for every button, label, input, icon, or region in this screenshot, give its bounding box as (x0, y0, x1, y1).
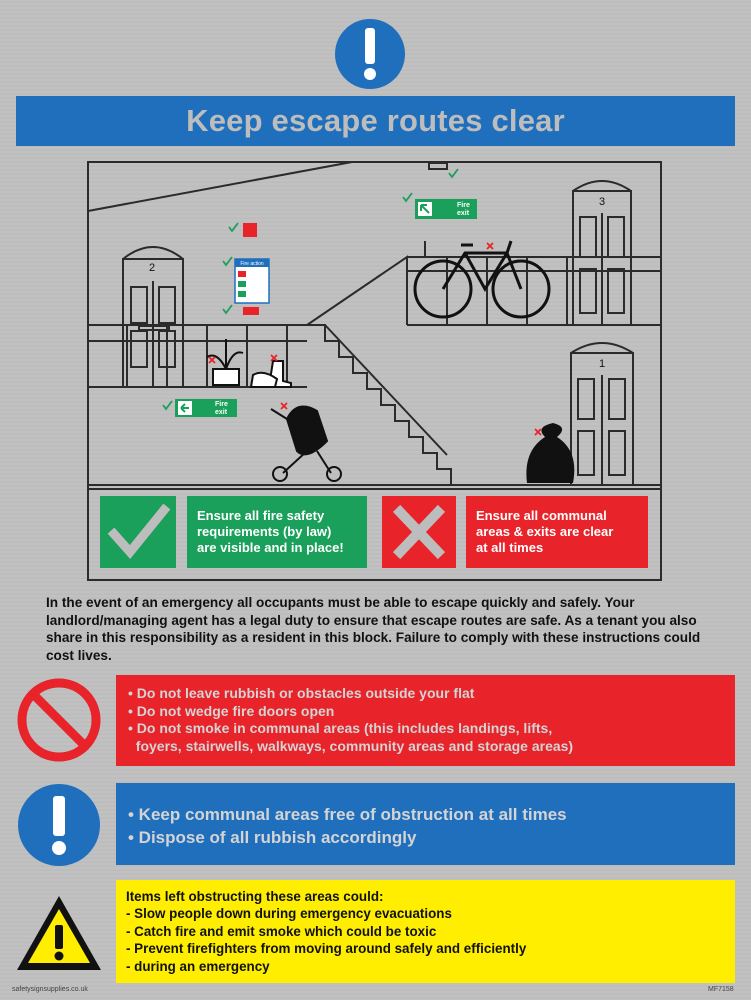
warning-heading: Items left obstructing these areas could: (126, 889, 384, 904)
fire-exit-sign-top (415, 199, 477, 219)
door-number-3: 3 (598, 196, 606, 208)
page-title: Keep escape routes clear (186, 103, 565, 138)
mandatory-item: • Keep communal areas free of obstruction at all times (128, 805, 567, 824)
prohibition-panel (116, 675, 735, 766)
prohibition-item: • Do not wedge fire doors open (128, 702, 335, 719)
prohibition-icon (16, 677, 102, 763)
warning-triangle-icon (14, 893, 104, 973)
exclamation-mandatory-icon (17, 783, 101, 867)
fire-exit-label-left-2: exit (215, 409, 228, 416)
cross-panel-line: at all times (476, 540, 544, 555)
fire-exit-sign-left (175, 399, 237, 417)
exclamation-mandatory-icon (334, 18, 406, 90)
title-banner (16, 96, 735, 146)
door-number-2: 2 (148, 262, 156, 274)
cross-panel (466, 496, 648, 568)
warning-item: - Slow people down during emergency evacuations (126, 906, 452, 922)
check-panel-line: Ensure all fire safety (197, 508, 325, 523)
door-number-1: 1 (598, 358, 606, 370)
warning-item: - Catch fire and emit smoke which could be toxic (126, 923, 437, 939)
footer-website: safetysignsupplies.co.uk (12, 986, 88, 993)
fire-notice-board (235, 223, 269, 315)
fire-exit-label-top-1: Fire (457, 202, 470, 209)
check-panel-line: are visible and in place! (197, 540, 344, 555)
pram-icon (271, 407, 341, 482)
prohibition-item: foyers, stairwells, walkways, community areas and storage areas) (128, 737, 574, 754)
intro-paragraph: In the event of an emergency all occupants must be able to escape quickly and safely. Your landlord/managing agent has a legal duty to ensure that escape routes are safe. As a tenant you also share in this responsibility as a resident in this block. Failure to comply with these instructions could cost lives. (46, 595, 701, 663)
fire-exit-label-top-2: exit (457, 210, 470, 217)
boots-icon (251, 361, 291, 387)
bicycle-icon (415, 241, 549, 317)
prohibition-item: • Do not smoke in communal areas (this includes landings, lifts, (128, 720, 553, 736)
rubbish-bag-icon (526, 423, 574, 483)
check-mark-icon (100, 496, 176, 568)
cross-panel-line: areas & exits are clear (476, 524, 614, 539)
fire-action-label: Fire action (240, 261, 264, 267)
mandatory-panel (116, 783, 735, 865)
footer-code: MF7158 (708, 986, 734, 993)
cross-mark-icon (382, 496, 456, 568)
mandatory-item: • Dispose of all rubbish accordingly (128, 828, 417, 847)
prohibition-item: • Do not leave rubbish or obstacles outside your flat (128, 685, 475, 701)
warning-item: - Prevent firefighters from moving around safely and efficiently (126, 941, 527, 957)
check-panel-line: requirements (by law) (197, 524, 332, 539)
warning-panel (116, 880, 735, 983)
check-panel (187, 496, 367, 568)
fire-exit-label-left-1: Fire (215, 401, 228, 408)
warning-item: - during an emergency (126, 958, 270, 974)
cross-panel-line: Ensure all communal (476, 508, 607, 523)
plant-pot-icon (207, 339, 243, 385)
